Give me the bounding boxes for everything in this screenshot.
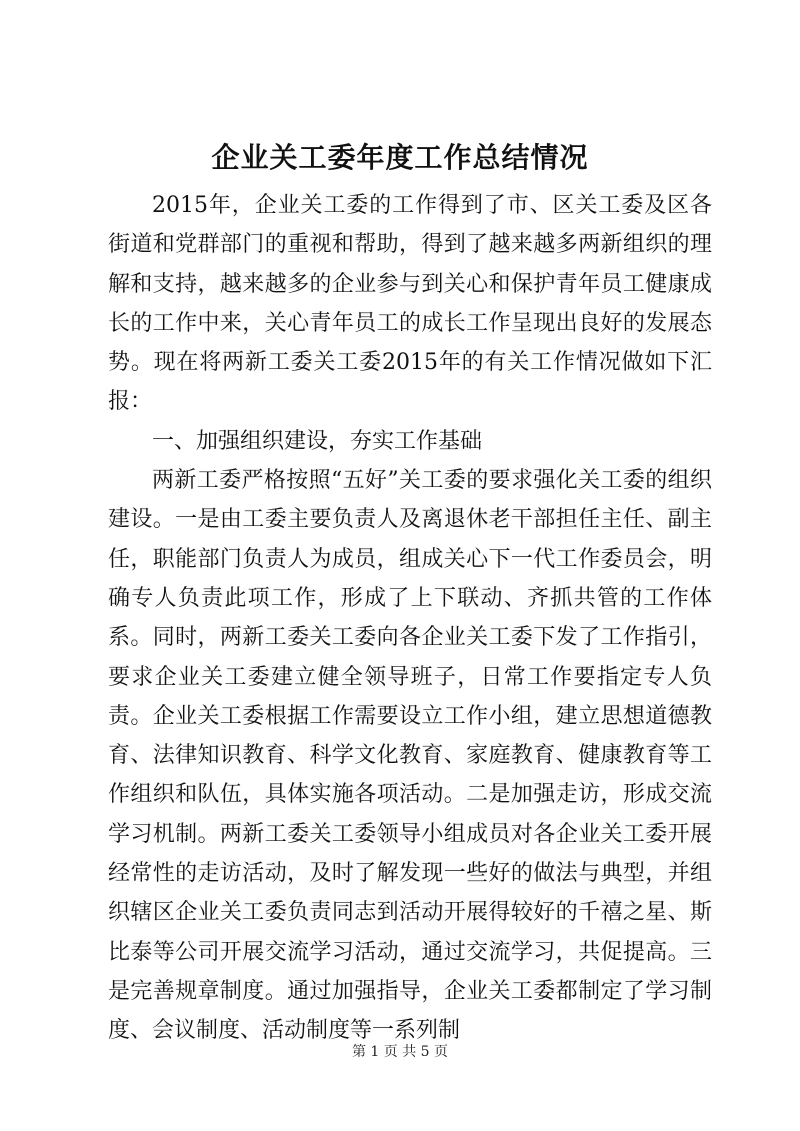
page-number-footer: 第 1 页 共 5 页	[351, 1044, 449, 1060]
intro-paragraph: 2015年，企业关工委的工作得到了市、区关工委及区各街道和党群部门的重视和帮助，得到了越来越多两新组织的理解和支持，越来越多的企业参与到关心和保护青年员工健康成长的工作中来，关心青年员工的成长工作呈现出良好的发展态势。现在将两新工委关工委2015年的有关工作情况做如下汇报：	[108, 193, 712, 415]
document-title: 企业关工委年度工作总结情况	[211, 141, 589, 174]
section-paragraph: 两新工委严格按照“五好”关工委的要求强化关工委的组织建设。一是由工委主要负责人及离退休老干部担任主任、副主任，职能部门负责人为成员，组成关心下一代工作委员会，明确专人负责此项工作，形成了上下联动、齐抓共管的工作体系。同时，两新工委关工委向各企业关工委下发了工作指引，要求企业关工委建立健全领导班子，日常工作要指定专人负责。企业关工委根据工作需要设立工作小组，建立思想道德教育、法律知识教育、科学文化教育、家庭教育、健康教育等工作组织和队伍，具体实施各项活动。二是加强走访，形成交流学习机制。两新工委关工委领导小组成员对各企业关工委开展经常性的走访活动，及时了解发现一些好的做法与典型，并组织辖区企业关工委负责同志到活动开展得较好的千禧之星、斯比泰等公司开展交流学习活动，通过交流学习，共促提高。三是完善规章制度。通过加强指导，企业关工委都制定了学习制度、会议制度、活动制度等一系列制	[108, 468, 712, 1044]
section-heading: 一、加强组织建设，夯实工作基础	[152, 428, 483, 454]
document-body	[108, 186, 712, 1051]
